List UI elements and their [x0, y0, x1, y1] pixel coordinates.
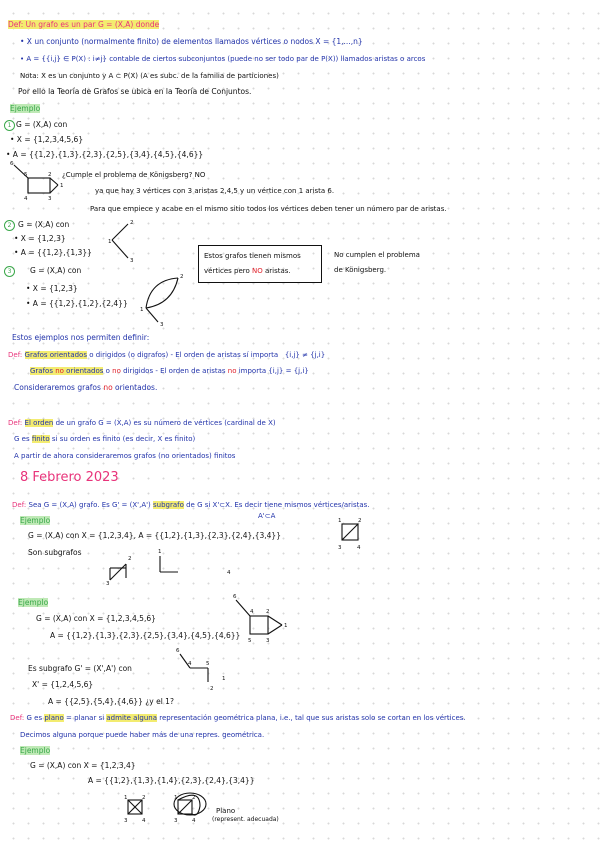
svg-text:6: 6: [10, 161, 14, 167]
def-aristas: • A = {{i,j} ∈ P(X) : i≠j} contable de ciertos subconjuntos (puede no ser todo par de P(X)) llamados aristas o arcos: [20, 55, 426, 63]
consideraremos: Consideraremos grafos no orientados.: [14, 383, 158, 392]
date-heading: 8 Febrero 2023: [20, 470, 119, 485]
svg-text:1: 1: [338, 518, 342, 524]
svg-text:3: 3: [338, 545, 342, 551]
svg-text:2: 2: [358, 518, 362, 524]
svg-text:4: 4: [192, 818, 196, 824]
svg-text:4: 4: [24, 196, 28, 202]
svg-text:4: 4: [188, 661, 192, 667]
def-orientados: Def: Grafos orientados o dirigidos (o digrafos) - El orden de aristas sí importa {i,j} ≠ {j,i}: [8, 351, 326, 359]
konigsberg-answer: ya que hay 3 vértices con 3 aristas 2,4,5 y un vértice con 1 arista 6.: [95, 187, 335, 195]
svg-text:6: 6: [176, 648, 180, 654]
k4-crossed: [128, 800, 142, 814]
a-partir: A partir de ahora consideraremos grafos (no orientados) finitos: [14, 452, 236, 460]
ex1-x: • X = {1,2,3,4,5,6}: [10, 135, 84, 144]
svg-text:3: 3: [266, 638, 270, 644]
graph-1: [14, 165, 58, 193]
ex6-a: A = {{1,2},{1,3},{1,4},{2,3},{2,4},{3,4}}: [88, 776, 255, 785]
nota: Nota: X es un conjunto y A ⊂ P(X) (A es subc. de la familia de particiones): [20, 72, 279, 80]
note-box-line1: Estos grafos tienen mismos: [204, 252, 301, 260]
svg-text:1: 1: [108, 239, 112, 245]
note-box-line2: vértices pero NO aristas.: [204, 267, 291, 275]
svg-text:1: 1: [222, 676, 226, 682]
svg-text:3: 3: [174, 818, 178, 824]
svg-text:4: 4: [357, 545, 361, 551]
ex5-a: A = {{1,2},{1,3},{2,3},{2,5},{3,4},{4,5},{4,6}}: [50, 631, 241, 640]
ex2-a: • A = {{1,2},{1,3}}: [14, 248, 92, 257]
svg-text:1: 1: [140, 307, 144, 313]
svg-text:3: 3: [160, 322, 164, 328]
svg-text:1: 1: [284, 623, 288, 629]
ejemplo-label-1: Ejemplo: [10, 104, 41, 113]
no-cumplen-line2: de Königsberg.: [334, 266, 387, 274]
svg-text:1: 1: [158, 549, 162, 555]
svg-text:6: 6: [233, 594, 237, 600]
ex3-a: • A = {{1,2},{1,2},{2,4}}: [26, 299, 128, 308]
definir: Estos ejemplos nos permiten definir:: [12, 333, 150, 342]
konigsberg-question: ¿Cumple el problema de Königsberg? NO: [62, 171, 206, 179]
ejemplo-label-4: Ejemplo: [20, 746, 51, 755]
plano-sublabel: (represent. adecuada): [212, 816, 279, 823]
def-grafo: Def: Un grafo es un par G = (X,A) donde: [8, 20, 160, 29]
graph-5: [236, 600, 282, 634]
graph-2: [112, 224, 128, 258]
ex3-g: G = (X,A) con: [30, 266, 82, 275]
svg-text:5: 5: [206, 661, 210, 667]
def-vertices: • X un conjunto (normalmente finito) de elementos llamados vértices o nodos X = {1,...,n}: [20, 37, 363, 46]
ejemplo-label-3: Ejemplo: [18, 598, 49, 607]
def-no-orientados: Grafos no orientados o no dirigidos - El orden de aristas no importa {i,j} = {j,i}: [30, 367, 309, 375]
x-prime: X' = {1,2,4,5,6}: [32, 680, 94, 689]
ex1-g: G = (X,A) con: [16, 120, 68, 129]
def-finito: G es finito si su orden es finito (es decir, X es finito): [14, 435, 196, 443]
es-subgrafo: Es subgrafo G' = (X',A') con: [28, 664, 132, 673]
svg-text:5: 5: [24, 172, 28, 178]
svg-text:1: 1: [124, 795, 128, 801]
svg-text:3: 3: [48, 196, 52, 202]
ex5-g: G = (X,A) con X = {1,2,3,4,5,6}: [36, 614, 156, 623]
a-sub: A'⊂A: [258, 512, 276, 520]
svg-text:5: 5: [248, 638, 252, 644]
a-prime: A = {{2,5},{5,4},{4,6}} ¿y el 1?: [48, 697, 174, 706]
ex4-g: G = (X,A) con X = {1,2,3,4}, A = {{1,2},{1,3},{2,3},{2,4},{3,4}}: [28, 531, 281, 540]
graph-5-sub: [180, 654, 208, 682]
svg-text:4: 4: [142, 818, 146, 824]
svg-text:2: 2: [142, 795, 146, 801]
ex2-x: • X = {1,2,3}: [14, 234, 66, 243]
svg-text:2: 2: [130, 220, 134, 226]
svg-text:2: 2: [48, 172, 52, 178]
circled-number-1: 1: [4, 120, 15, 131]
ex2-g: G = (X,A) con: [18, 220, 70, 229]
circled-number-3: 3: [4, 266, 15, 277]
svg-text:2: 2: [180, 274, 184, 280]
son-subgrafos: Son subgrafos: [28, 548, 82, 557]
subgraph-2: [160, 556, 178, 572]
svg-text:2: 2: [210, 686, 214, 692]
plano-label: Plano: [216, 807, 236, 815]
graph-3: [146, 278, 178, 322]
svg-text:1: 1: [174, 795, 178, 801]
no-cumplen-line1: No cumplen el problema: [334, 251, 420, 259]
def-plano: Def: G es plano = planar si admite alguna representación geométrica plana, i.e., tal que sus aristas solo se cortan en los vértices.: [10, 714, 466, 722]
svg-text:4: 4: [250, 609, 254, 615]
svg-text:3: 3: [130, 258, 134, 264]
svg-text:3: 3: [124, 818, 128, 824]
par-aristas: Para que empiece y acabe en el mismo sitio todos los vértices deben tener un número par de aristas.: [90, 205, 447, 213]
svg-text:4: 4: [227, 570, 231, 576]
def-subgrafo: Def: Sea G = (X,A) grafo. Es G' = (X',A') subgrafo de G si X'⊂X. Es decir tiene mismos vértices/aristas.: [12, 501, 370, 509]
subgraph-1: [110, 564, 126, 580]
decimos-alguna: Decimos alguna porque puede haber más de una repres. geométrica.: [20, 731, 265, 739]
k4-planar: [174, 793, 206, 815]
svg-text:1: 1: [60, 183, 64, 189]
ex1-a: • A = {{1,2},{1,3},{2,3},{2,5},{3,4},{4,5},{4,6}}: [6, 150, 204, 159]
svg-text:3: 3: [106, 581, 110, 587]
ejemplo-label-2: Ejemplo: [20, 516, 51, 525]
circled-number-2: 2: [4, 220, 15, 231]
ex6-g: G = (X,A) con X = {1,2,3,4}: [30, 761, 136, 770]
graph-square: [342, 524, 358, 540]
ex3-x: • X = {1,2,3}: [26, 284, 78, 293]
svg-text:2: 2: [266, 609, 270, 615]
def-orden: Def: El orden de un grafo G = (X,A) es su número de vértices (cardinal de X): [8, 419, 276, 427]
teoria-conjuntos: Por ello la Teoría de Grafos se ubica en la Teoría de Conjuntos.: [18, 87, 252, 96]
svg-text:2: 2: [128, 556, 132, 562]
svg-text:2: 2: [192, 795, 196, 801]
